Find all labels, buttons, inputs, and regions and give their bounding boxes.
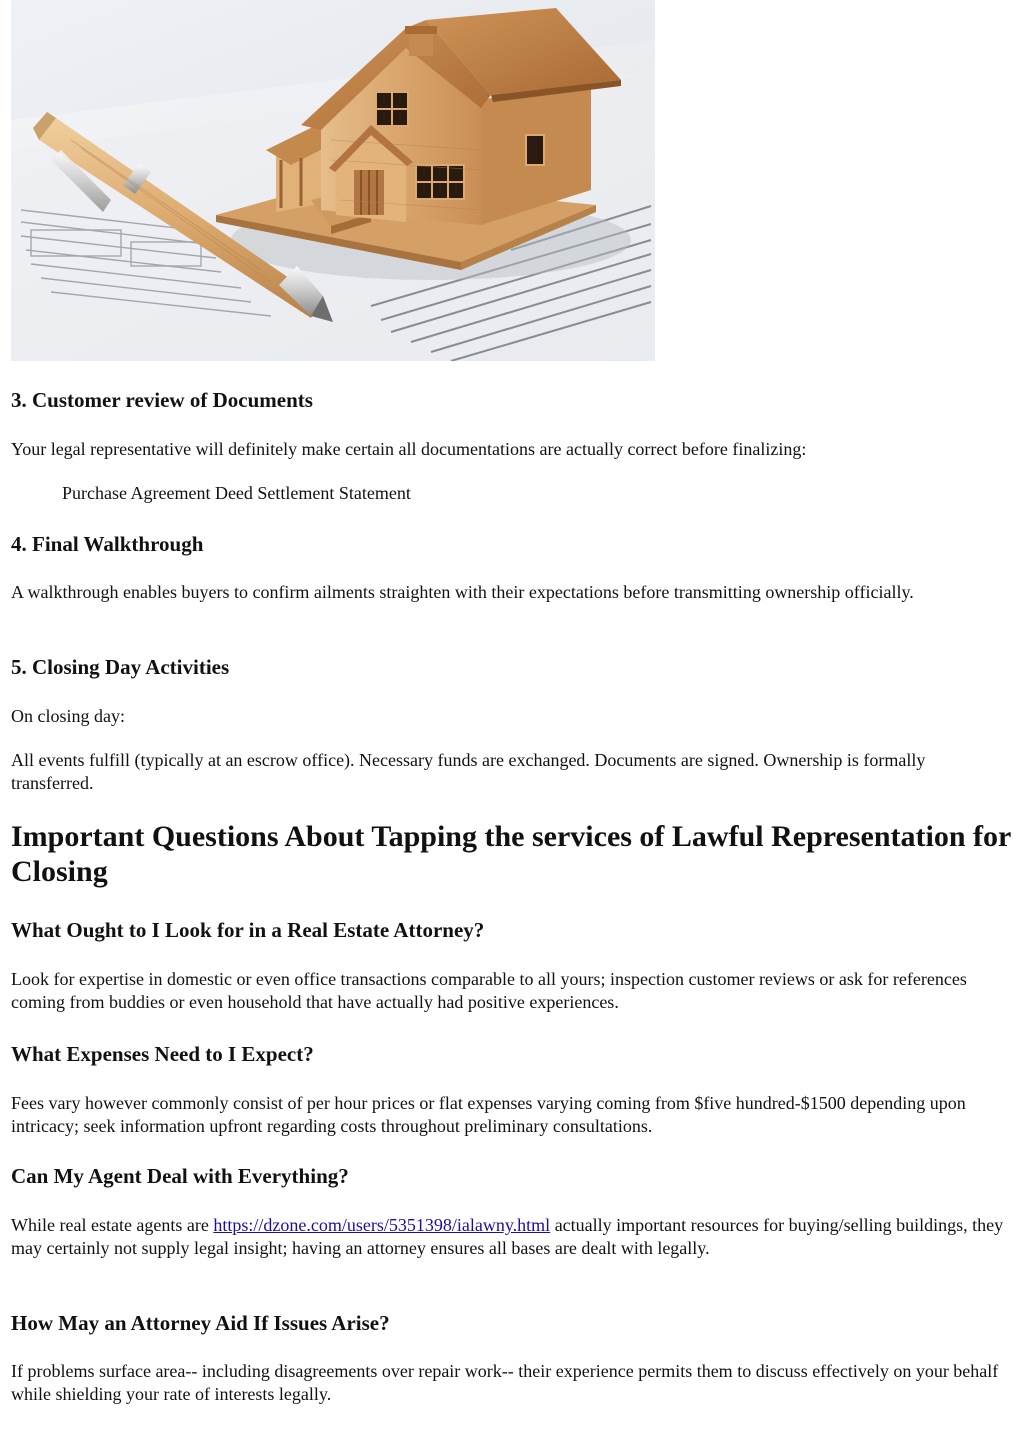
- faq-question-4: How May an Attorney Aid If Issues Arise?: [11, 1311, 390, 1335]
- hero-image: [11, 0, 655, 361]
- faq-question-2: What Expenses Need to I Expect?: [11, 1042, 314, 1066]
- section-5-heading: 5. Closing Day Activities: [11, 655, 230, 679]
- faq-answer-2: Fees vary however commonly consist of per hour prices or flat expenses varying coming from $five hundred-$1500 depending upon intricacy; seek information upfront regarding costs throughout preliminary consultations.: [11, 1093, 966, 1136]
- attorney-profile-link[interactable]: https://dzone.com/users/5351398/ialawny.html: [213, 1215, 551, 1235]
- section-3-heading: 3. Customer review of Documents: [11, 388, 313, 412]
- section-5-body: All events fulfill (typically at an escrow office). Necessary funds are exchanged. Documents are signed. Ownership is formally transferred.: [11, 750, 926, 793]
- faq-question-1: What Ought to I Look for in a Real Estate Attorney?: [11, 918, 485, 942]
- section-5-intro: On closing day:: [11, 706, 125, 726]
- faq-answer-1: Look for expertise in domestic or even office transactions comparable to all yours; inspection customer reviews or ask for references coming from buddies or even household that have actually had positive experiences.: [11, 969, 967, 1012]
- faq-title: Important Questions About Tapping the services of Lawful Representation for Closing: [11, 820, 1011, 888]
- faq-answer-3-text-after: actually important resources for buying/selling buildings, they may certainly not supply legal insight; having an attorney ensures all bases are dealt with legally.: [11, 1215, 1004, 1258]
- section-3-document-list: Purchase Agreement Deed Settlement Statement: [62, 483, 411, 503]
- house-on-documents-illustration: [11, 0, 655, 361]
- section-4-body: A walkthrough enables buyers to confirm ailments straighten with their expectations before transmitting ownership officially.: [11, 582, 914, 602]
- faq-answer-3-text-before: While real estate agents are: [11, 1215, 214, 1235]
- section-3-intro: Your legal representative will definitely make certain all documentations are actually correct before finalizing:: [11, 439, 807, 459]
- section-4-heading: 4. Final Walkthrough: [11, 532, 204, 556]
- faq-answer-3: [11, 1214, 1011, 1260]
- article: [11, 0, 1011, 1404]
- faq-question-3: Can My Agent Deal with Everything?: [11, 1164, 349, 1188]
- faq-answer-4: If problems surface area-- including disagreements over repair work-- their experience permits them to discuss effectively on your behalf while shielding your rate of interests legally.: [11, 1361, 999, 1404]
